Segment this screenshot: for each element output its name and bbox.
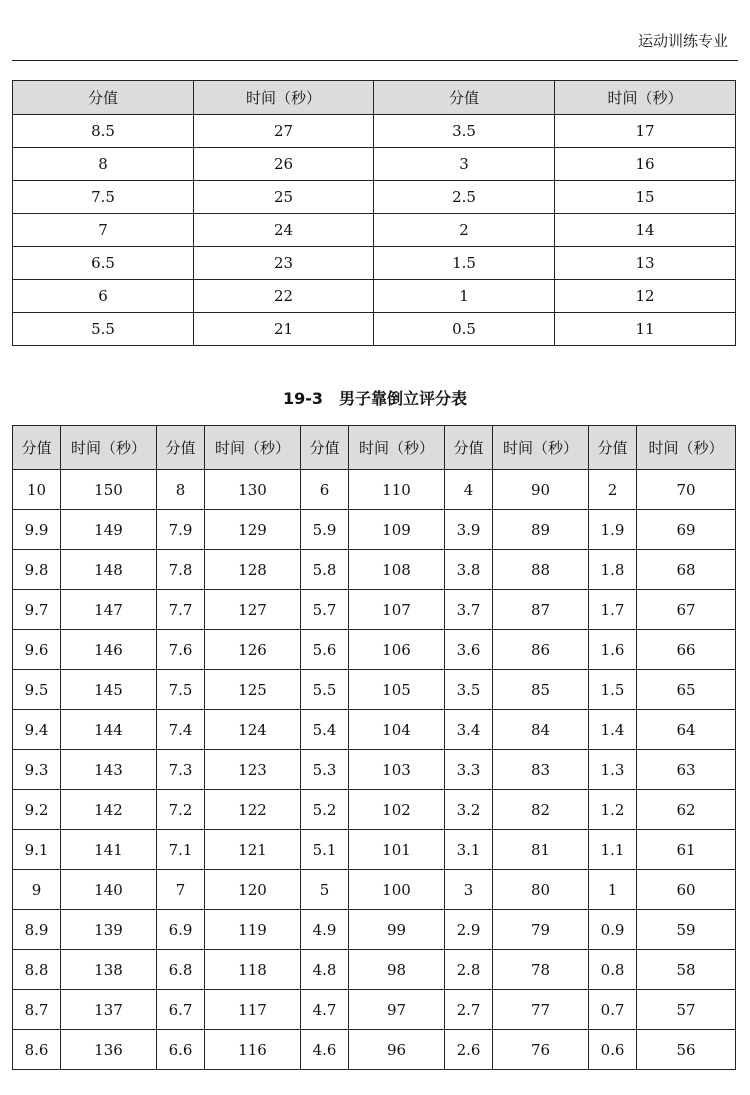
table-cell: 0.5 [374, 313, 555, 346]
table-cell: 142 [61, 790, 157, 830]
header-cell: 时间（秒） [194, 81, 374, 115]
table-cell: 128 [205, 550, 301, 590]
table-cell: 11 [555, 313, 736, 346]
table-cell: 3.7 [445, 590, 493, 630]
table-cell: 4.6 [301, 1030, 349, 1070]
table-cell: 147 [61, 590, 157, 630]
table-cell: 100 [349, 870, 445, 910]
table-cell: 104 [349, 710, 445, 750]
table-cell: 6.6 [157, 1030, 205, 1070]
header-cell: 分值 [445, 426, 493, 470]
table-cell: 82 [493, 790, 589, 830]
table-cell: 8.8 [13, 950, 61, 990]
header-cell: 分值 [374, 81, 555, 115]
table-cell: 7.3 [157, 750, 205, 790]
table-cell: 5.4 [301, 710, 349, 750]
table-cell: 2 [589, 470, 637, 510]
table-cell: 9.5 [13, 670, 61, 710]
table-cell: 0.8 [589, 950, 637, 990]
table-cell: 9.4 [13, 710, 61, 750]
table-cell: 59 [637, 910, 736, 950]
table-cell: 8.9 [13, 910, 61, 950]
table-cell: 102 [349, 790, 445, 830]
table-row [13, 590, 736, 630]
table-cell: 105 [349, 670, 445, 710]
table-cell: 1.5 [374, 247, 555, 280]
table-cell: 4.9 [301, 910, 349, 950]
table-cell: 9.9 [13, 510, 61, 550]
table-cell: 2 [374, 214, 555, 247]
table-cell: 5.9 [301, 510, 349, 550]
table-cell: 64 [637, 710, 736, 750]
table-row [13, 950, 736, 990]
table-cell: 6.8 [157, 950, 205, 990]
table-cell: 81 [493, 830, 589, 870]
table-cell: 8.5 [13, 115, 194, 148]
table-cell: 3.4 [445, 710, 493, 750]
table-cell: 3.5 [445, 670, 493, 710]
table-row [13, 550, 736, 590]
table-cell: 25 [194, 181, 374, 214]
table-cell: 117 [205, 990, 301, 1030]
table-cell: 2.9 [445, 910, 493, 950]
table-row [13, 910, 736, 950]
table-cell: 2.6 [445, 1030, 493, 1070]
table-cell: 7.1 [157, 830, 205, 870]
table-cell: 130 [205, 470, 301, 510]
table-cell: 5.6 [301, 630, 349, 670]
table-cell: 1 [589, 870, 637, 910]
table-cell: 5 [301, 870, 349, 910]
table-cell: 6.9 [157, 910, 205, 950]
table-cell: 89 [493, 510, 589, 550]
header-cell: 时间（秒） [205, 426, 301, 470]
table-row [13, 470, 736, 510]
table-cell: 15 [555, 181, 736, 214]
table-cell: 13 [555, 247, 736, 280]
table-cell: 121 [205, 830, 301, 870]
table-cell: 16 [555, 148, 736, 181]
table-cell: 3.8 [445, 550, 493, 590]
table-cell: 139 [61, 910, 157, 950]
table-cell: 56 [637, 1030, 736, 1070]
table-cell: 87 [493, 590, 589, 630]
header-cell: 时间（秒） [555, 81, 736, 115]
table-cell: 7 [157, 870, 205, 910]
table-cell: 7 [13, 214, 194, 247]
table-cell: 1.3 [589, 750, 637, 790]
table-cell: 77 [493, 990, 589, 1030]
table-row [13, 510, 736, 550]
table-cell: 76 [493, 1030, 589, 1070]
table-cell: 78 [493, 950, 589, 990]
table-row [13, 870, 736, 910]
table-cell: 98 [349, 950, 445, 990]
table-cell: 7.2 [157, 790, 205, 830]
table-cell: 85 [493, 670, 589, 710]
table-cell: 21 [194, 313, 374, 346]
table-cell: 0.6 [589, 1030, 637, 1070]
table-cell: 61 [637, 830, 736, 870]
table-cell: 149 [61, 510, 157, 550]
table-cell: 14 [555, 214, 736, 247]
table-cell: 84 [493, 710, 589, 750]
table-cell: 22 [194, 280, 374, 313]
table-cell: 6.5 [13, 247, 194, 280]
table-cell: 1.4 [589, 710, 637, 750]
table-cell: 125 [205, 670, 301, 710]
table-cell: 140 [61, 870, 157, 910]
table-header-row [13, 426, 736, 470]
header-cell: 分值 [301, 426, 349, 470]
table-row [13, 710, 736, 750]
table-cell: 107 [349, 590, 445, 630]
table-cell: 57 [637, 990, 736, 1030]
table-cell: 63 [637, 750, 736, 790]
score-table-continued [12, 80, 736, 346]
table-cell: 3.2 [445, 790, 493, 830]
table-cell: 103 [349, 750, 445, 790]
table-row [13, 181, 736, 214]
table-cell: 2.8 [445, 950, 493, 990]
table-cell: 122 [205, 790, 301, 830]
table-cell: 66 [637, 630, 736, 670]
table-cell: 3.1 [445, 830, 493, 870]
table-cell: 129 [205, 510, 301, 550]
header-cell: 分值 [13, 81, 194, 115]
table-cell: 1.5 [589, 670, 637, 710]
table-cell: 83 [493, 750, 589, 790]
table-cell: 97 [349, 990, 445, 1030]
table-cell: 8 [13, 148, 194, 181]
table-row [13, 115, 736, 148]
table-cell: 9.2 [13, 790, 61, 830]
table-row [13, 214, 736, 247]
header-cell: 时间（秒） [349, 426, 445, 470]
table-cell: 58 [637, 950, 736, 990]
table-cell: 101 [349, 830, 445, 870]
table-cell: 143 [61, 750, 157, 790]
table-cell: 3.9 [445, 510, 493, 550]
table-cell: 7.6 [157, 630, 205, 670]
table-cell: 145 [61, 670, 157, 710]
table-cell: 6.7 [157, 990, 205, 1030]
table-cell: 1.8 [589, 550, 637, 590]
table-cell: 137 [61, 990, 157, 1030]
table-row [13, 313, 736, 346]
table-cell: 116 [205, 1030, 301, 1070]
table-cell: 62 [637, 790, 736, 830]
header-cell: 时间（秒） [637, 426, 736, 470]
header-cell: 分值 [157, 426, 205, 470]
table-cell: 5.8 [301, 550, 349, 590]
table-cell: 108 [349, 550, 445, 590]
table-cell: 26 [194, 148, 374, 181]
table-cell: 7.5 [13, 181, 194, 214]
table-cell: 136 [61, 1030, 157, 1070]
table-cell: 9.8 [13, 550, 61, 590]
table-cell: 90 [493, 470, 589, 510]
table-cell: 70 [637, 470, 736, 510]
table-cell: 3.3 [445, 750, 493, 790]
table-cell: 5.5 [13, 313, 194, 346]
table-cell: 9 [13, 870, 61, 910]
table-cell: 5.3 [301, 750, 349, 790]
table-row [13, 247, 736, 280]
table-cell: 79 [493, 910, 589, 950]
table-cell: 150 [61, 470, 157, 510]
male-handstand-score-table [12, 425, 736, 1070]
table-cell: 24 [194, 214, 374, 247]
table-cell: 7.8 [157, 550, 205, 590]
table-cell: 8.7 [13, 990, 61, 1030]
table-header-row [13, 81, 736, 115]
table-cell: 1.2 [589, 790, 637, 830]
table-cell: 146 [61, 630, 157, 670]
table-row [13, 670, 736, 710]
table-cell: 1.1 [589, 830, 637, 870]
page-header: 运动训练专业 [637, 32, 728, 50]
table-row [13, 148, 736, 181]
table-cell: 60 [637, 870, 736, 910]
table-cell: 120 [205, 870, 301, 910]
table-cell: 5.1 [301, 830, 349, 870]
table-cell: 6 [301, 470, 349, 510]
table-cell: 7.7 [157, 590, 205, 630]
table-cell: 99 [349, 910, 445, 950]
table-cell: 3.5 [374, 115, 555, 148]
table-cell: 4.7 [301, 990, 349, 1030]
table-cell: 86 [493, 630, 589, 670]
table-cell: 9.3 [13, 750, 61, 790]
table-cell: 3 [445, 870, 493, 910]
table-cell: 69 [637, 510, 736, 550]
table-cell: 7.9 [157, 510, 205, 550]
table-cell: 5.7 [301, 590, 349, 630]
table-cell: 0.9 [589, 910, 637, 950]
table-cell: 126 [205, 630, 301, 670]
table-title: 19-3 男子靠倒立评分表 [282, 389, 468, 408]
table-cell: 0.7 [589, 990, 637, 1030]
table-cell: 4 [445, 470, 493, 510]
table-cell: 127 [205, 590, 301, 630]
table-cell: 124 [205, 710, 301, 750]
table-cell: 144 [61, 710, 157, 750]
header-rule [12, 60, 738, 61]
table-cell: 12 [555, 280, 736, 313]
table-cell: 118 [205, 950, 301, 990]
table-cell: 141 [61, 830, 157, 870]
table-row [13, 790, 736, 830]
table-cell: 23 [194, 247, 374, 280]
table-cell: 4.8 [301, 950, 349, 990]
table-cell: 8 [157, 470, 205, 510]
table-cell: 9.1 [13, 830, 61, 870]
table-cell: 6 [13, 280, 194, 313]
table-cell: 10 [13, 470, 61, 510]
table-cell: 27 [194, 115, 374, 148]
table-cell: 7.4 [157, 710, 205, 750]
header-cell: 时间（秒） [61, 426, 157, 470]
table-cell: 17 [555, 115, 736, 148]
header-cell: 分值 [589, 426, 637, 470]
table-cell: 3.6 [445, 630, 493, 670]
table-row [13, 630, 736, 670]
table-cell: 5.5 [301, 670, 349, 710]
table-cell: 96 [349, 1030, 445, 1070]
table-cell: 1.6 [589, 630, 637, 670]
table-cell: 2.5 [374, 181, 555, 214]
table-cell: 5.2 [301, 790, 349, 830]
table-cell: 1.7 [589, 590, 637, 630]
table-cell: 7.5 [157, 670, 205, 710]
table-cell: 80 [493, 870, 589, 910]
table-cell: 9.6 [13, 630, 61, 670]
table-cell: 2.7 [445, 990, 493, 1030]
table-cell: 109 [349, 510, 445, 550]
table-row [13, 830, 736, 870]
table-cell: 138 [61, 950, 157, 990]
table-cell: 65 [637, 670, 736, 710]
table-cell: 106 [349, 630, 445, 670]
table-row [13, 750, 736, 790]
table-cell: 68 [637, 550, 736, 590]
table-cell: 1.9 [589, 510, 637, 550]
header-cell: 时间（秒） [493, 426, 589, 470]
table-cell: 3 [374, 148, 555, 181]
table-cell: 148 [61, 550, 157, 590]
header-cell: 分值 [13, 426, 61, 470]
table-cell: 9.7 [13, 590, 61, 630]
table-cell: 119 [205, 910, 301, 950]
table-cell: 123 [205, 750, 301, 790]
table-row [13, 280, 736, 313]
table-cell: 8.6 [13, 1030, 61, 1070]
table-cell: 1 [374, 280, 555, 313]
table-cell: 88 [493, 550, 589, 590]
table-row [13, 990, 736, 1030]
table-cell: 110 [349, 470, 445, 510]
table-cell: 67 [637, 590, 736, 630]
table-row [13, 1030, 736, 1070]
